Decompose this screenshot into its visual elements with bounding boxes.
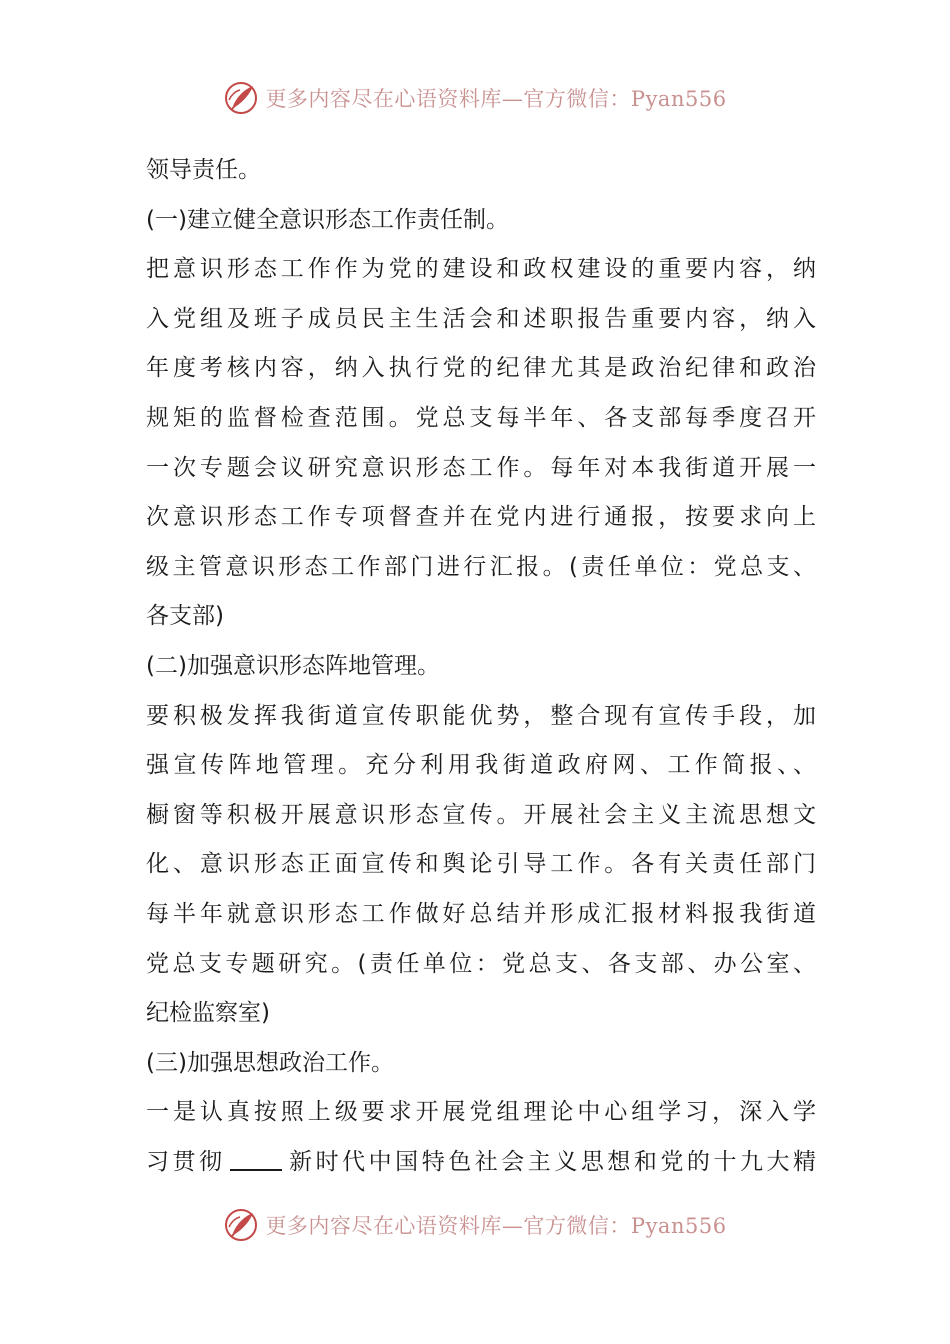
text-line: 党总支专题研究。(责任单位：党总支、各支部、办公室、 [146, 950, 816, 977]
text-line: 规矩的监督检查范围。党总支每半年、各支部每季度召开 [146, 404, 816, 431]
document-body [146, 146, 816, 1187]
text-line: 把意识形态工作作为党的建设和政权建设的重要内容，纳 [146, 256, 816, 283]
feather-pen-logo-icon [223, 80, 259, 116]
text-line: 每半年就意识形态工作做好总结并形成汇报材料报我街道 [146, 900, 816, 927]
text-line: 要积极发挥我街道宣传职能优势，整合现有宣传手段，加 [146, 702, 816, 729]
header-watermark [0, 80, 950, 124]
text-line: 强宣传阵地管理。充分利用我街道政府网、工作简报、、 [146, 752, 816, 779]
section-heading: (二)加强意识形态阵地管理。 [146, 652, 440, 679]
underlined-blank [230, 1147, 282, 1171]
watermark-text: 更多内容尽在心语资料库—官方微信：Pyan556 [265, 87, 727, 111]
text-line: 一是认真按照上级要求开展党组理论中心组学习，深入学 [146, 1099, 816, 1126]
feather-pen-logo-icon [223, 1207, 259, 1243]
text-line: 入党组及班子成员民主生活会和述职报告重要内容，纳入 [146, 305, 816, 332]
text-line: 橱窗等积极开展意识形态宣传。开展社会主义主流思想文 [146, 801, 816, 828]
text-line: 年度考核内容，纳入执行党的纪律尤其是政治纪律和政治 [146, 355, 816, 382]
footer-watermark [0, 1207, 950, 1251]
section-heading: (三)加强思想政治工作。 [146, 1049, 394, 1076]
text-line-with-blank [146, 1138, 816, 1188]
text-segment: 习贯彻 [146, 1148, 226, 1175]
text-line: 各支部) [146, 603, 224, 630]
text-line: 纪检监察室) [146, 1000, 270, 1027]
text-line: 领导责任。 [146, 157, 261, 183]
watermark-text: 更多内容尽在心语资料库—官方微信：Pyan556 [265, 1214, 727, 1238]
text-line: 化、意识形态正面宣传和舆论引导工作。各有关责任部门 [146, 851, 816, 878]
section-heading: (一)建立健全意识形态工作责任制。 [146, 206, 509, 233]
text-line: 一次专题会议研究意识形态工作。每年对本我街道开展一 [146, 454, 816, 481]
text-segment: 新时代中国特色社会主义思想和党的十九大精 [285, 1148, 817, 1175]
text-line: 次意识形态工作专项督查并在党内进行通报，按要求向上 [146, 504, 816, 531]
text-line: 级主管意识形态工作部门进行汇报。(责任单位：党总支、 [146, 553, 816, 580]
